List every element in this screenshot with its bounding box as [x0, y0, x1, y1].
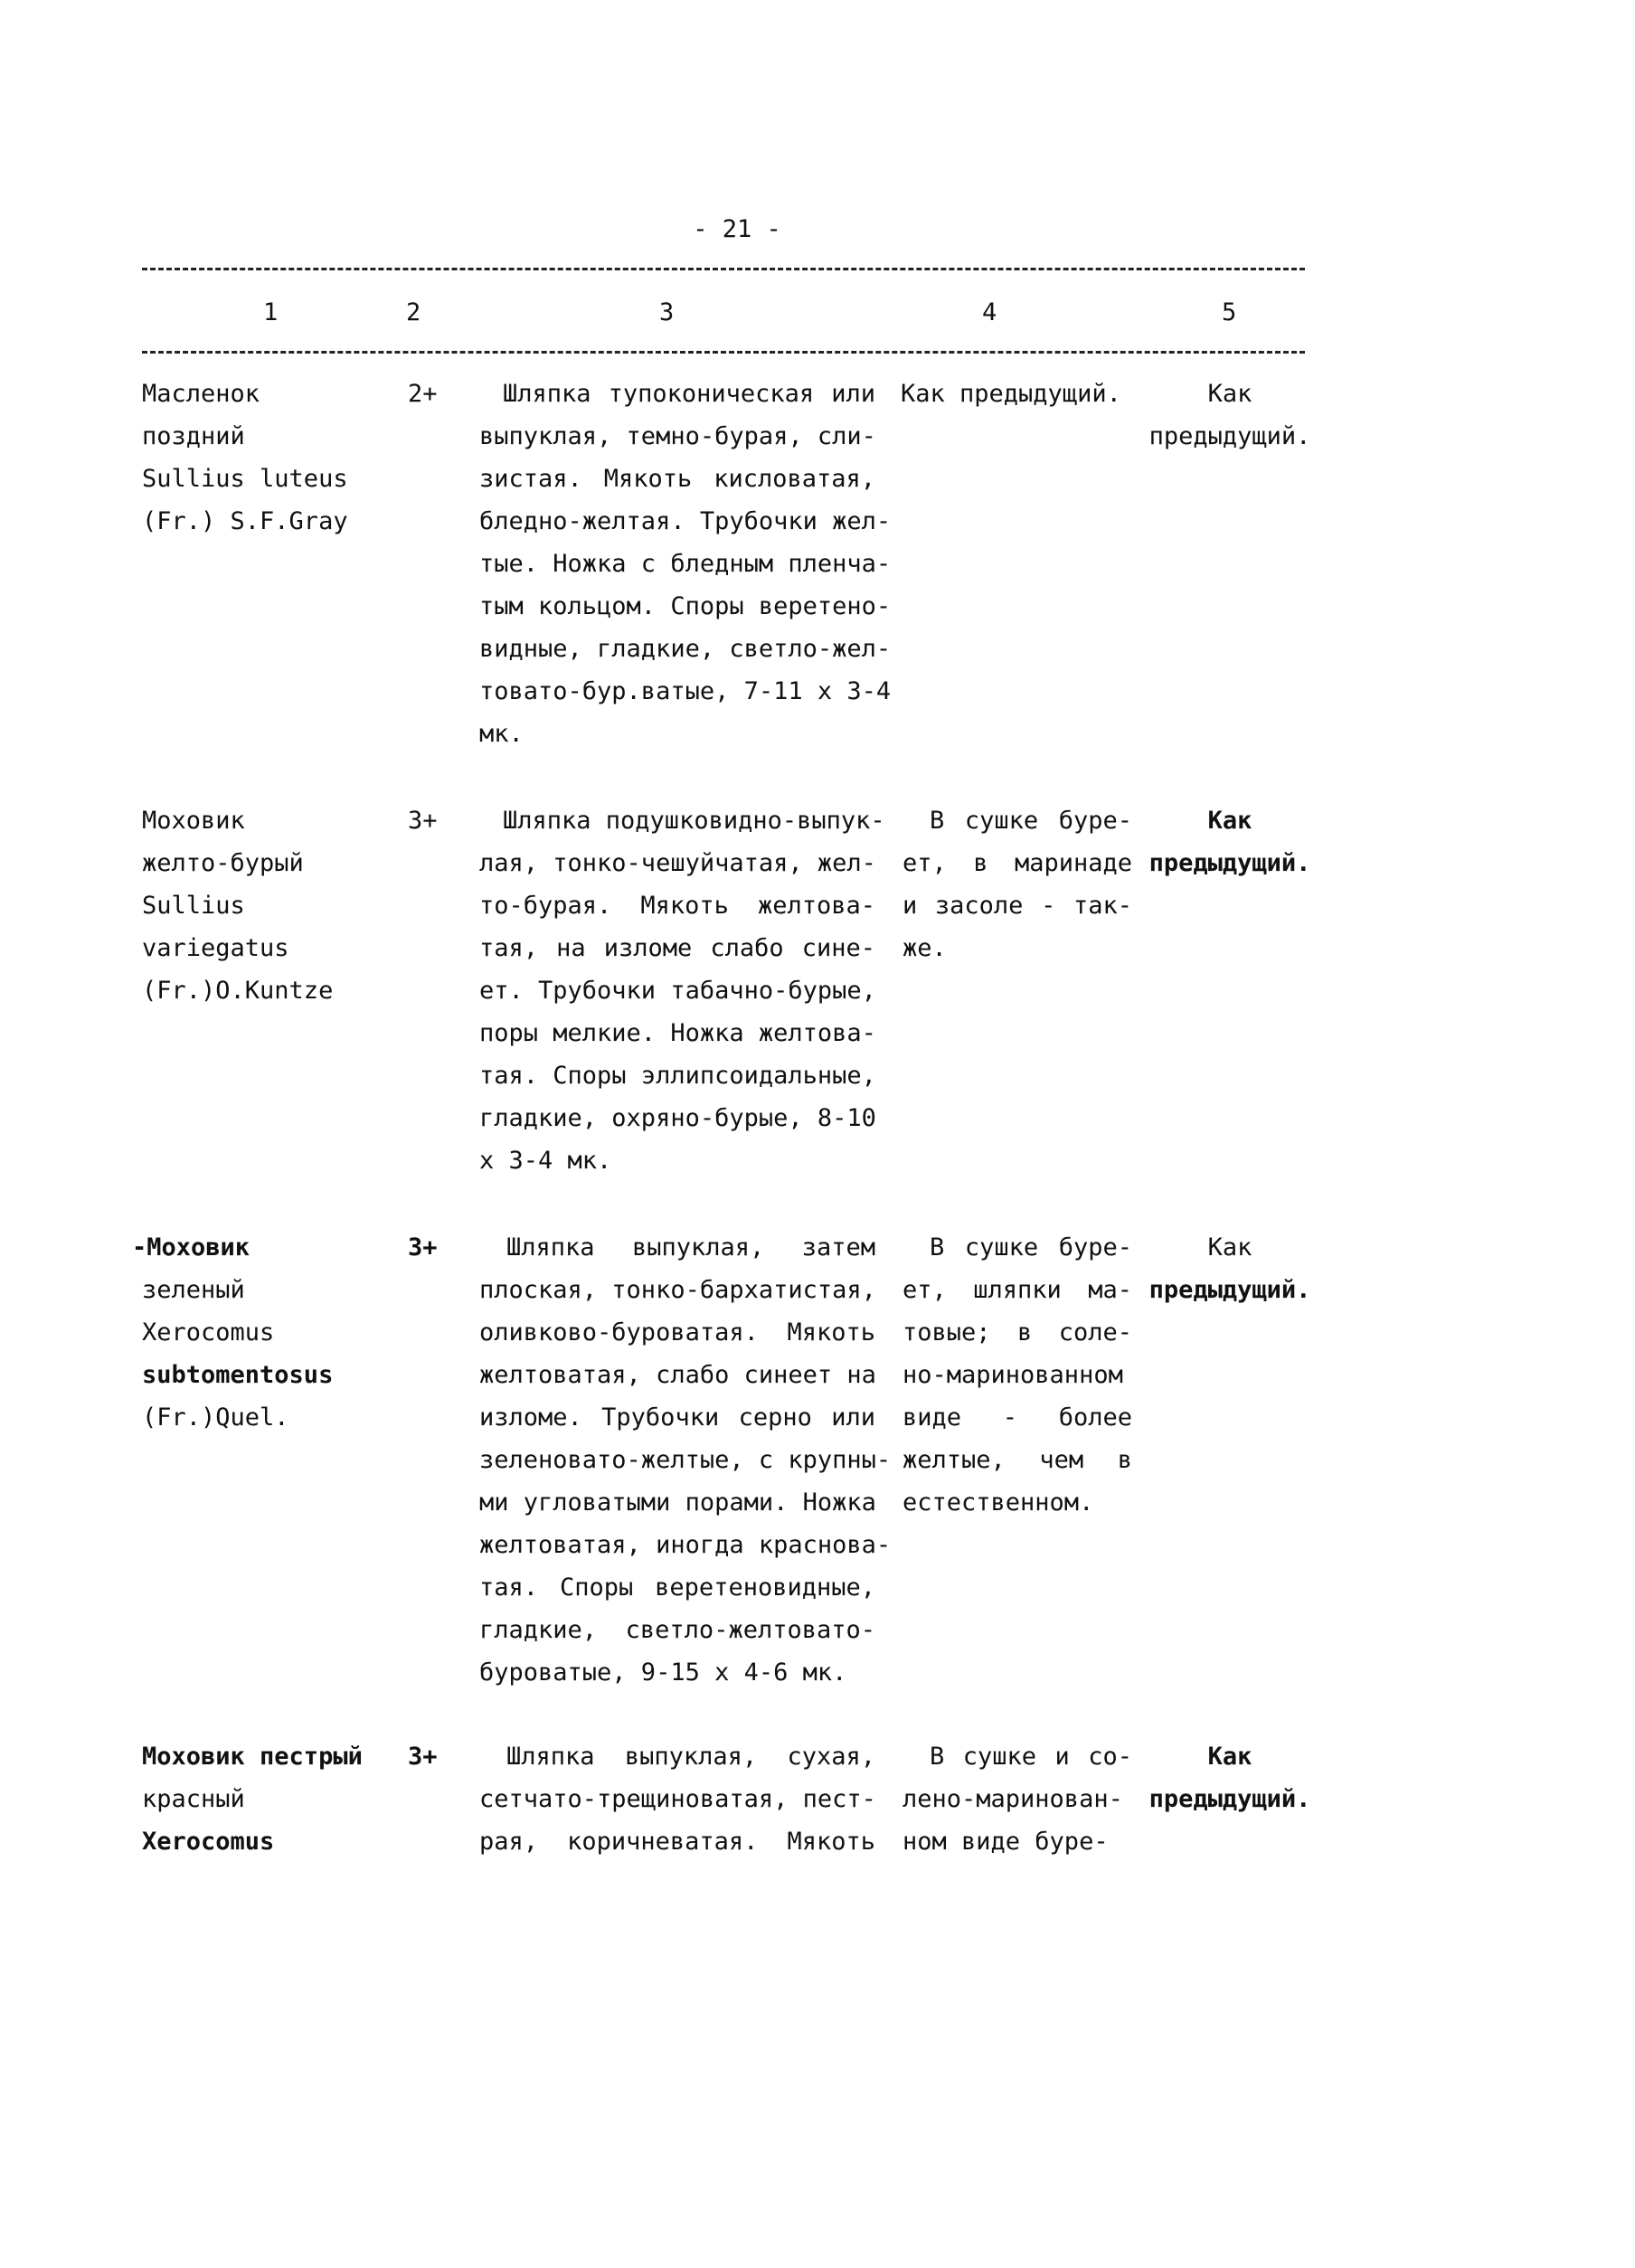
row3-description-cont: плоская, тонко-бархатистая, оливково-буроватая. Мякоть желтоватая, слабо синеет на изломе. Трубочки серно или зеленовато-желтые, с крупны- ми угловатыми порами. Ножка желтоватая, иногда краснова- тая. Споры веретеновидные, гладкие, светло-желтовато- буроватые, 9-15 х 4-6 мк. — [479, 1276, 892, 1687]
row3-rating: 3+ — [408, 1233, 438, 1262]
row4-rating: 3+ — [408, 1743, 438, 1771]
column-header-5: 5 — [1222, 298, 1237, 326]
row4-description: Шляпка выпуклая, сухая, — [506, 1743, 875, 1771]
row2-processing-note-cont: ет, в маринаде и засоле - так- же. — [903, 849, 1132, 962]
row1-processing-note: Как предыдущий. — [901, 380, 1121, 408]
row1-quality: Как предыдущий. — [1148, 380, 1311, 450]
column-header-2: 2 — [406, 298, 421, 326]
table-top-rule — [142, 268, 1305, 270]
table-header-rule — [142, 351, 1305, 354]
column-header-1: 1 — [263, 298, 279, 326]
page-number: - 21 - — [693, 215, 781, 243]
row3-quality: Как предыдущий. — [1148, 1233, 1311, 1304]
column-header-4: 4 — [982, 298, 997, 326]
row4-processing-note-cont: лено-маринован- ном виде буре- — [903, 1785, 1123, 1856]
column-header-3: 3 — [659, 298, 675, 326]
row3-species-name: -Моховик зеленый Xerocomus subtomentosus (Fr.)Quel. — [132, 1233, 334, 1432]
row4-description-cont: сетчато-трещиноватая, пест- рая, коричневатая. Мякоть — [479, 1785, 876, 1856]
row1-description-cont: выпуклая, темно-бурая, сли- зистая. Мякоть кисловатая, бледно-желтая. Трубочки жел- тые. Ножка с бледным пленча- тым кольцом. Споры веретено- видные, гладкие, светло-жел- товато-бур.ватые, 7-11 х 3-4 мк. — [479, 422, 892, 748]
row1-description: Шляпка тупоконическая или — [503, 380, 875, 408]
row1-rating: 2+ — [408, 380, 438, 408]
row4-quality: Как предыдущий. — [1148, 1743, 1311, 1813]
row2-description-cont: лая, тонко-чешуйчатая, жел- то-бурая. Мякоть желтова- тая, на изломе слабо сине- ет. Трубочки табачно-бурые, поры мелкие. Ножка желтова- тая. Споры эллипсоидальные, гладкие, охряно-бурые, 8-10 х 3-4 мк. — [479, 849, 876, 1175]
row2-species-name: Моховик желто-бурый Sullius variegatus (Fr.)O.Kuntze — [142, 807, 334, 1005]
row3-description: Шляпка выпуклая, затем — [506, 1233, 875, 1262]
row3-processing-note-cont: ет, шляпки ма- товые; в соле- но-маринованном виде - более желтые, чем в естественном. — [903, 1276, 1132, 1517]
row1-species-name: Масленок поздний Sullius luteus (Fr.) S.F.Gray — [142, 380, 348, 535]
row3-processing-note: В сушке буре- — [930, 1233, 1132, 1262]
row2-quality: Как предыдущий. — [1148, 807, 1311, 877]
row2-processing-note: В сушке буре- — [930, 807, 1132, 835]
row4-processing-note: В сушке и со- — [930, 1743, 1132, 1771]
row2-description: Шляпка подушковидно-выпук- — [503, 807, 885, 835]
row4-species-name: Моховик пестрый красный Xerocomus — [142, 1743, 363, 1856]
row2-rating: 3+ — [408, 807, 438, 835]
